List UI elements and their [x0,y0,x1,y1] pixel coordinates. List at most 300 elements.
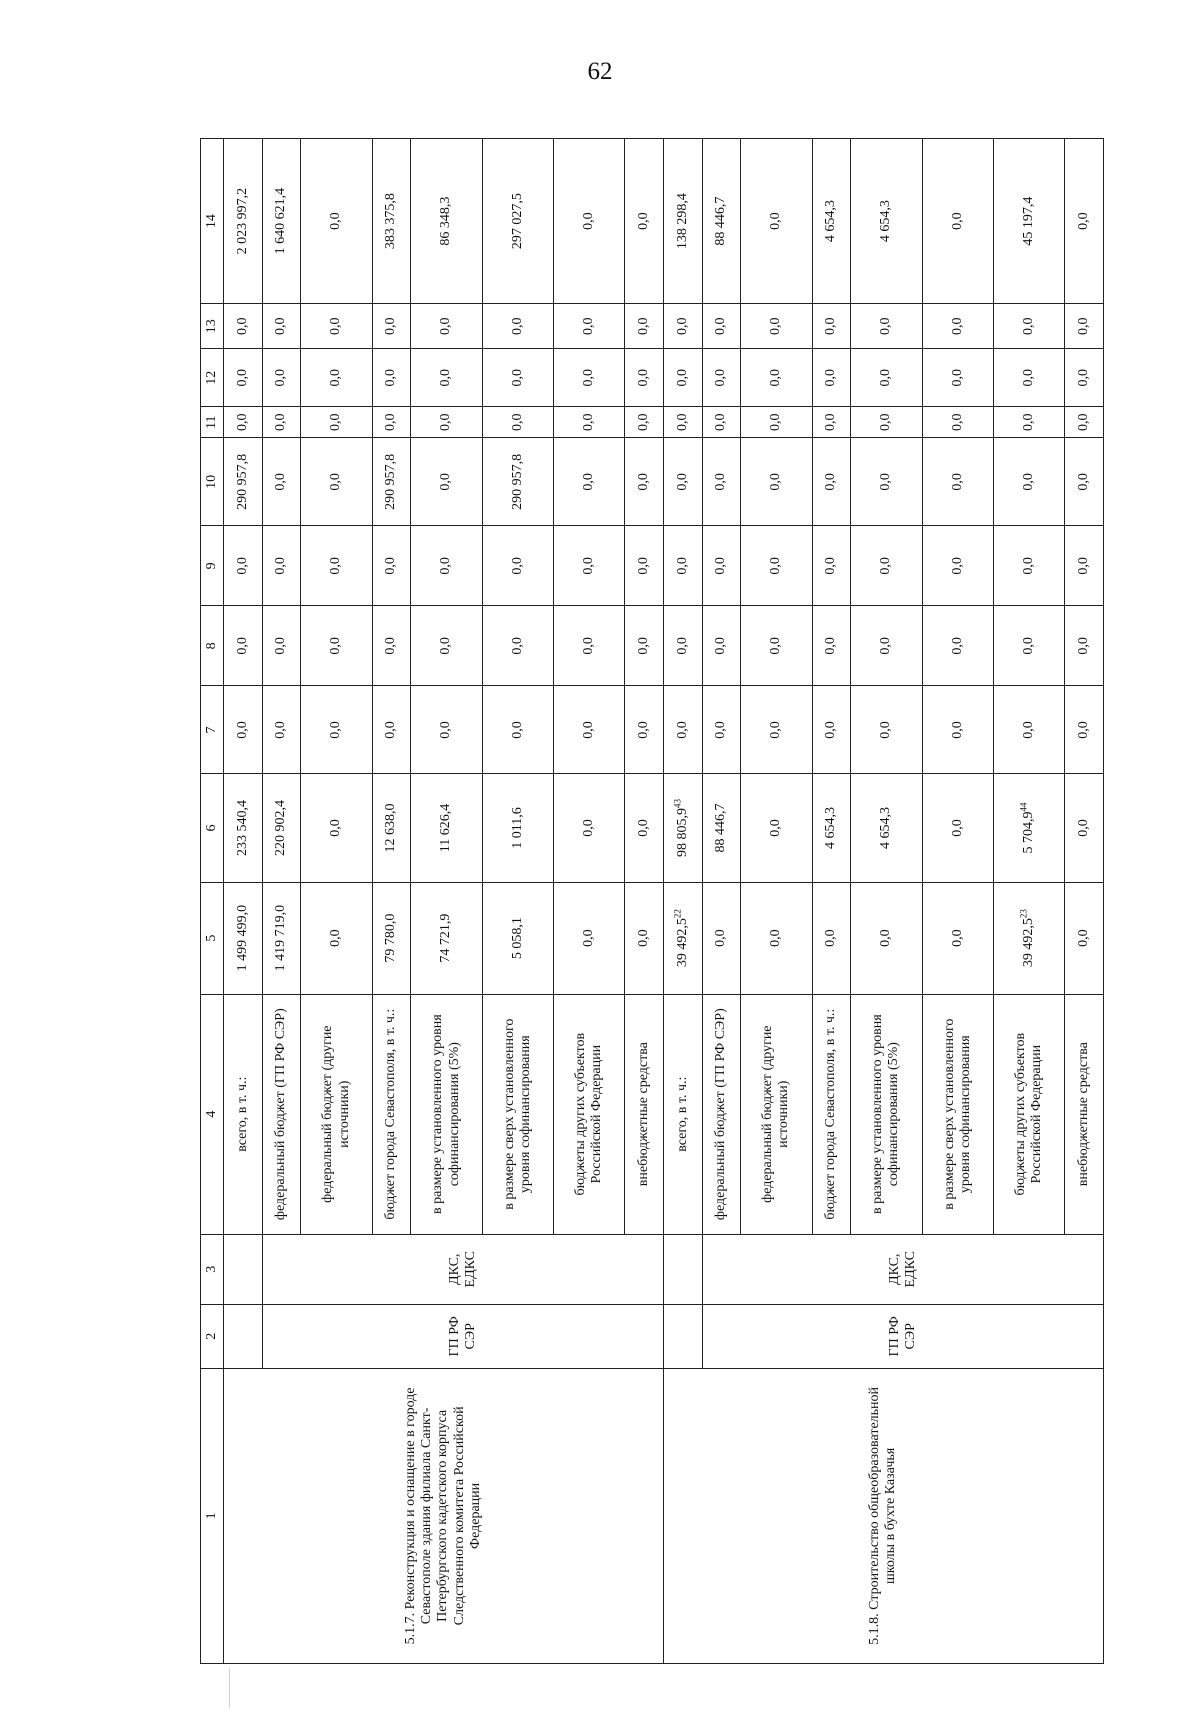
value-cell-c7 [812,686,851,774]
col-header: 2 [201,1304,224,1368]
value-text: 0,0 [328,819,344,837]
value-text: 0,0 [636,317,652,335]
value-cell-c6 [993,774,1064,882]
value-cell-c10 [625,438,664,526]
value-text: 5 058,1 [509,917,525,960]
value-text: 0,0 [768,473,784,491]
footnote-mark: 22 [672,909,683,919]
value-cell-c8 [851,606,922,686]
value-cell-c7 [411,686,482,774]
value-text: 45 197,4 [1020,196,1036,246]
value-text: 5 704,9 [1020,811,1036,854]
col-header: 12 [201,349,224,407]
value-text: 11 626,4 [438,803,454,853]
value-cell-c5 [262,882,301,994]
value-text: 0,0 [273,473,289,491]
value-text: 39 492,5 [674,918,690,968]
value-text: 2 023 997,2 [234,187,250,255]
value-cell-c10 [301,438,372,526]
value-cell-c8 [812,606,851,686]
value-cell-c5 [741,882,812,994]
value-cell-c7 [851,686,922,774]
program-cell: ГП РФ СЭР [702,1304,1103,1368]
value-cell-c14 [262,139,301,304]
value-cell-c5 [224,882,263,994]
value-text: 0,0 [234,557,250,575]
funding-source: бюджеты других субъектов Российской Федерации [993,994,1064,1234]
col-header: 1 [201,1368,224,1663]
value-cell-c13 [625,304,664,349]
value-cell-c9 [922,526,993,606]
value-text: 220 902,4 [273,800,289,856]
value-text: 0,0 [1076,819,1092,837]
value-text: 0,0 [509,637,525,655]
funding-source: внебюджетные средства [625,994,664,1234]
value-cell-c9 [1065,526,1104,606]
value-cell-c8 [741,606,812,686]
value-text: 0,0 [636,721,652,739]
value-cell-c9 [851,526,922,606]
value-cell-c12 [702,349,741,407]
value-text: 383 375,8 [383,193,399,250]
scan-artifact [229,1668,230,1708]
value-text: 0,0 [383,317,399,335]
value-text: 0,0 [949,637,965,655]
value-cell-c13 [663,304,702,349]
value-text: 0,0 [328,413,344,432]
value-cell-c13 [224,304,263,349]
value-cell-c8 [1065,606,1104,686]
value-cell-c6 [1065,774,1104,882]
value-cell-c10 [993,438,1064,526]
value-cell-c9 [625,526,664,606]
value-text: 0,0 [949,929,965,947]
value-cell-c14 [741,139,812,304]
value-cell-c9 [741,526,812,606]
value-text: 0,0 [674,317,690,335]
value-cell-c10 [741,438,812,526]
value-cell-c12 [741,349,812,407]
value-text: 0,0 [713,369,729,387]
value-cell-c14 [411,139,482,304]
value-cell-c14 [301,139,372,304]
value-cell-c5 [1065,882,1104,994]
value-cell-c10 [372,438,411,526]
value-cell-c6 [663,774,702,882]
value-cell-c6 [625,774,664,882]
value-cell-c12 [482,349,553,407]
value-cell-c13 [411,304,482,349]
value-cell-c12 [301,349,372,407]
value-cell-c5 [411,882,482,994]
value-cell-c6 [922,774,993,882]
value-cell-c13 [702,304,741,349]
value-cell-c9 [482,526,553,606]
value-text: 0,0 [713,317,729,335]
value-text: 0,0 [1020,721,1036,739]
value-text: 0,0 [713,473,729,491]
value-cell-c13 [482,304,553,349]
value-cell-c14 [812,139,851,304]
value-text: 0,0 [509,557,525,575]
value-text: 4 654,3 [878,200,894,243]
value-text: 0,0 [823,369,839,387]
value-text: 297 027,5 [509,193,525,250]
value-text: 74 721,9 [438,913,454,963]
value-text: 0,0 [328,369,344,387]
value-text: 0,0 [878,557,894,575]
value-cell-c10 [812,438,851,526]
value-text: 0,0 [581,721,597,739]
value-text: 12 638,0 [383,803,399,853]
table-body [201,139,1104,1664]
value-cell-c9 [553,526,624,606]
value-text: 0,0 [768,413,784,432]
value-cell-c13 [922,304,993,349]
value-cell-c8 [922,606,993,686]
value-text: 0,0 [1076,637,1092,655]
value-text: 1 499 499,0 [234,904,250,972]
value-text: 0,0 [949,212,965,230]
value-text: 0,0 [234,369,250,387]
value-text: 0,0 [509,413,525,432]
value-cell-c14 [702,139,741,304]
value-text: 0,0 [674,721,690,739]
value-text: 0,0 [383,721,399,739]
value-cell-c5 [812,882,851,994]
value-cell-c14 [553,139,624,304]
value-text: 0,0 [438,557,454,575]
funding-source: в размере сверх установленного уровня софинансирования [922,994,993,1234]
value-text: 0,0 [636,929,652,947]
executor-cell [224,1234,263,1304]
value-text: 0,0 [273,721,289,739]
value-text: 0,0 [823,929,839,947]
executor-cell: ДКС, ЕДКС [702,1234,1103,1304]
value-cell-c5 [482,882,553,994]
value-text: 0,0 [1020,369,1036,387]
column-number-row [201,139,224,1664]
value-text: 0,0 [328,721,344,739]
value-cell-c8 [482,606,553,686]
value-cell-c14 [663,139,702,304]
value-cell-c8 [553,606,624,686]
value-text: 0,0 [438,473,454,491]
value-cell-c10 [1065,438,1104,526]
value-text: 86 348,3 [438,196,454,246]
value-cell-c12 [553,349,624,407]
value-cell-c5 [301,882,372,994]
value-cell-c10 [262,438,301,526]
value-text: 0,0 [1076,473,1092,491]
value-text: 0,0 [1020,473,1036,491]
value-text: 0,0 [768,317,784,335]
value-text: 0,0 [509,369,525,387]
value-text: 0,0 [674,637,690,655]
value-text: 0,0 [328,557,344,575]
value-cell-c7 [262,686,301,774]
value-cell-c7 [301,686,372,774]
value-text: 0,0 [823,637,839,655]
value-text: 290 957,8 [509,453,525,510]
value-cell-c12 [411,349,482,407]
value-cell-c14 [1065,139,1104,304]
value-cell-c11 [851,407,922,438]
value-cell-c9 [301,526,372,606]
footnote-mark: 23 [1018,909,1029,919]
value-cell-c13 [851,304,922,349]
value-cell-c14 [851,139,922,304]
funding-source: бюджеты других субъектов Российской Федерации [553,994,624,1234]
value-cell-c7 [702,686,741,774]
value-cell-c8 [224,606,263,686]
value-cell-c12 [1065,349,1104,407]
value-cell-c8 [262,606,301,686]
value-text: 79 780,0 [383,913,399,963]
value-text: 0,0 [581,929,597,947]
value-text: 0,0 [713,413,729,432]
value-text: 0,0 [768,721,784,739]
value-text: 0,0 [636,413,652,432]
value-text: 0,0 [1076,929,1092,947]
value-cell-c12 [663,349,702,407]
footnote-mark: 43 [672,799,683,808]
value-text: 0,0 [636,637,652,655]
value-cell-c7 [993,686,1064,774]
value-text: 0,0 [438,369,454,387]
value-cell-c14 [922,139,993,304]
value-cell-c5 [702,882,741,994]
value-text: 0,0 [273,369,289,387]
value-cell-c5 [372,882,411,994]
value-cell-c10 [553,438,624,526]
value-text: 0,0 [438,637,454,655]
value-text: 290 957,8 [234,453,250,510]
value-text: 0,0 [438,721,454,739]
value-text: 0,0 [1076,212,1092,230]
value-text: 0,0 [949,721,965,739]
value-text: 0,0 [949,557,965,575]
value-cell-c7 [553,686,624,774]
value-cell-c11 [411,407,482,438]
value-cell-c6 [262,774,301,882]
value-cell-c6 [482,774,553,882]
value-text: 0,0 [878,413,894,432]
funding-source: федеральный бюджет (другие источники) [301,994,372,1234]
funding-source: федеральный бюджет (ГП РФ СЭР) [702,994,741,1234]
value-cell-c13 [372,304,411,349]
value-cell-c12 [993,349,1064,407]
value-cell-c6 [851,774,922,882]
value-text: 0,0 [674,413,690,432]
table-row [224,139,263,1664]
value-cell-c12 [262,349,301,407]
value-text: 233 540,4 [234,800,250,856]
value-cell-c9 [372,526,411,606]
value-cell-c7 [372,686,411,774]
value-cell-c6 [553,774,624,882]
value-cell-c8 [372,606,411,686]
value-cell-c8 [663,606,702,686]
value-cell-c9 [224,526,263,606]
value-cell-c5 [922,882,993,994]
value-cell-c6 [301,774,372,882]
program-cell [224,1304,263,1368]
value-cell-c11 [372,407,411,438]
executor-cell [663,1234,702,1304]
value-text: 0,0 [823,473,839,491]
value-text: 0,0 [949,317,965,335]
value-text: 88 446,7 [713,803,729,853]
value-cell-c7 [224,686,263,774]
value-text: 0,0 [949,819,965,837]
value-text: 0,0 [878,637,894,655]
value-text: 0,0 [636,557,652,575]
value-cell-c6 [812,774,851,882]
value-text: 0,0 [273,637,289,655]
value-cell-c8 [625,606,664,686]
funding-source: в размере установленного уровня софинансирования (5%) [411,994,482,1234]
program-cell [663,1304,702,1368]
col-header: 6 [201,774,224,882]
value-text: 0,0 [1076,369,1092,387]
value-cell-c12 [922,349,993,407]
value-cell-c13 [741,304,812,349]
value-cell-c12 [372,349,411,407]
value-text: 0,0 [878,317,894,335]
value-text: 0,0 [328,637,344,655]
footnote-mark: 44 [1018,802,1029,812]
value-text: 0,0 [581,637,597,655]
value-text: 0,0 [768,369,784,387]
value-cell-c9 [993,526,1064,606]
value-text: 0,0 [823,557,839,575]
funding-source: в размере сверх установленного уровня софинансирования [482,994,553,1234]
rotated-table-frame [200,138,1104,1664]
value-cell-c10 [922,438,993,526]
value-text: 0,0 [636,369,652,387]
value-cell-c9 [262,526,301,606]
value-cell-c10 [482,438,553,526]
program-cell: ГП РФ СЭР [262,1304,663,1368]
value-text: 0,0 [768,819,784,837]
value-cell-c6 [741,774,812,882]
value-cell-c11 [741,407,812,438]
value-text: 0,0 [234,317,250,335]
value-cell-c8 [702,606,741,686]
value-text: 0,0 [234,637,250,655]
value-cell-c12 [851,349,922,407]
value-cell-c7 [482,686,553,774]
value-text: 0,0 [1076,317,1092,335]
value-text: 0,0 [878,721,894,739]
col-header: 5 [201,882,224,994]
value-cell-c12 [224,349,263,407]
value-cell-c5 [625,882,664,994]
value-cell-c5 [851,882,922,994]
value-text: 0,0 [768,637,784,655]
value-text: 0,0 [509,721,525,739]
value-text: 0,0 [581,317,597,335]
value-text: 0,0 [1020,413,1036,432]
col-header: 8 [201,606,224,686]
value-text: 4 654,3 [823,807,839,849]
value-cell-c11 [262,407,301,438]
value-cell-c12 [812,349,851,407]
funding-source: всего, в т. ч.: [224,994,263,1234]
value-text: 0,0 [674,369,690,387]
value-cell-c10 [663,438,702,526]
value-text: 0,0 [949,413,965,432]
value-cell-c9 [812,526,851,606]
value-text: 0,0 [234,413,250,432]
value-text: 0,0 [383,369,399,387]
value-text: 0,0 [581,413,597,432]
value-cell-c5 [993,882,1064,994]
value-text: 0,0 [949,369,965,387]
value-text: 4 654,3 [878,807,894,849]
value-text: 0,0 [878,369,894,387]
value-cell-c12 [625,349,664,407]
value-text: 0,0 [328,212,344,230]
value-text: 0,0 [674,557,690,575]
value-text: 0,0 [234,721,250,739]
value-cell-c11 [812,407,851,438]
value-text: 0,0 [636,473,652,491]
value-text: 0,0 [878,929,894,947]
value-text: 88 446,7 [713,196,729,246]
value-text: 0,0 [328,473,344,491]
value-text: 0,0 [674,473,690,491]
value-cell-c11 [993,407,1064,438]
value-text: 0,0 [713,929,729,947]
value-text: 1 419 719,0 [273,904,289,972]
value-text: 0,0 [383,557,399,575]
value-text: 1 011,6 [509,807,525,849]
value-cell-c5 [553,882,624,994]
value-cell-c11 [663,407,702,438]
value-text: 138 298,4 [674,193,690,250]
value-cell-c11 [301,407,372,438]
funding-source: бюджет города Севастополя, в т. ч.: [372,994,411,1234]
value-text: 4 654,3 [823,200,839,243]
col-header: 13 [201,304,224,349]
value-cell-c9 [663,526,702,606]
value-text: 0,0 [438,317,454,335]
value-cell-c11 [1065,407,1104,438]
value-cell-c11 [702,407,741,438]
table-row [663,139,702,1664]
value-text: 0,0 [823,721,839,739]
value-cell-c8 [411,606,482,686]
value-text: 0,0 [581,212,597,230]
value-text: 0,0 [1076,557,1092,575]
funding-source: всего, в т. ч.: [663,994,702,1234]
value-text: 0,0 [823,413,839,432]
value-cell-c9 [411,526,482,606]
measure-name: 5.1.7. Реконструкция и оснащение в городе Севастополе здания филиала Санкт-Петербургского кадетского корпуса Следственного комитета Российской Федерации [224,1368,664,1663]
value-cell-c9 [702,526,741,606]
value-text: 0,0 [1020,557,1036,575]
value-cell-c14 [372,139,411,304]
value-text: 0,0 [1076,721,1092,739]
funding-source: федеральный бюджет (другие источники) [741,994,812,1234]
value-cell-c13 [1065,304,1104,349]
value-text: 0,0 [823,317,839,335]
value-cell-c13 [262,304,301,349]
value-text: 0,0 [328,317,344,335]
value-text: 0,0 [768,557,784,575]
